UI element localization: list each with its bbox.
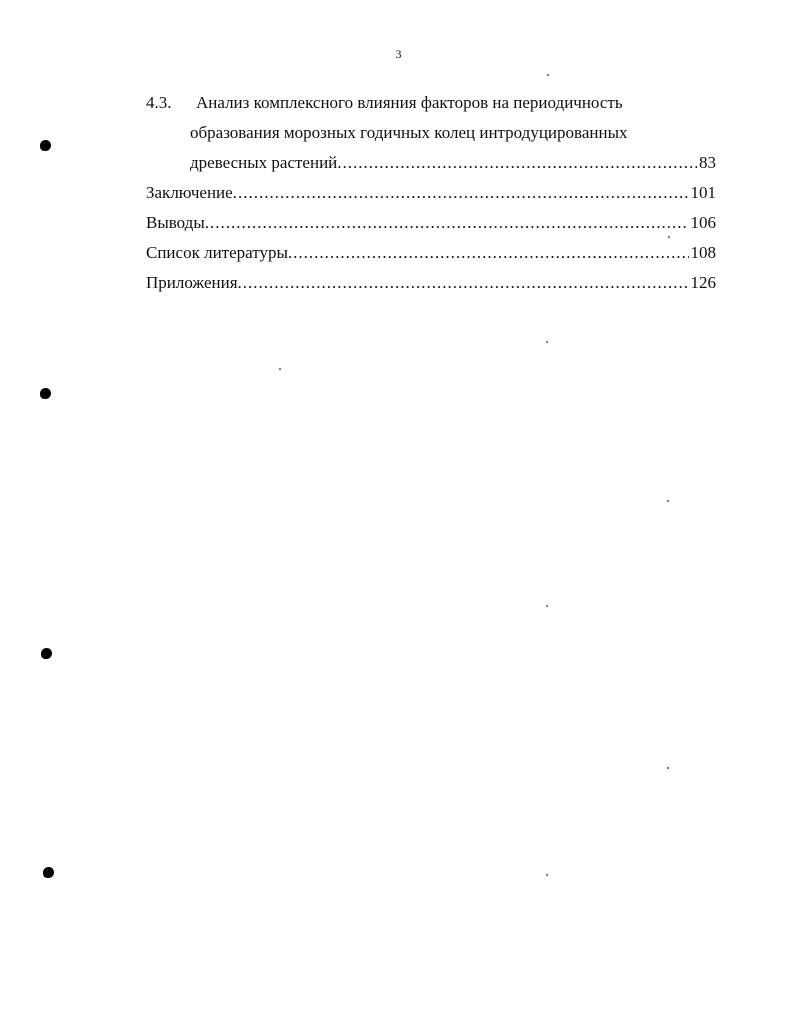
toc-entry-4-3-line-3: [146, 148, 716, 178]
punch-hole-mark: [43, 867, 54, 878]
scan-speck: [546, 874, 548, 876]
punch-hole-mark: [40, 140, 51, 151]
scan-speck: [547, 74, 549, 76]
toc-entry-page: 101: [690, 183, 716, 202]
toc-leader-dots: [205, 208, 689, 238]
scan-speck: [279, 368, 281, 370]
toc-leader-dots: [233, 178, 689, 208]
toc-entry-title-line-1: Анализ комплексного влияния факторов на периодичность: [196, 93, 623, 112]
toc-entry-4-3: [146, 88, 716, 118]
scan-speck: [546, 341, 548, 343]
toc-entry-label: Выводы: [146, 213, 205, 232]
toc-entry-label: Заключение: [146, 183, 233, 202]
toc-leader-dots: [238, 268, 689, 298]
page-number: 3: [395, 47, 402, 61]
toc-entry-page: 108: [690, 243, 716, 262]
toc-entry-title-line-3: древесных растений: [190, 153, 338, 172]
toc-entry-page: 106: [690, 213, 716, 232]
toc-entry-findings: [146, 208, 716, 238]
toc-entry-label: Список литературы: [146, 243, 288, 262]
toc-entry-conclusion: [146, 178, 716, 208]
scan-speck: [667, 500, 669, 502]
punch-hole-mark: [41, 648, 52, 659]
punch-hole-mark: [40, 388, 51, 399]
table-of-contents: [146, 88, 716, 298]
toc-leader-dots: [288, 238, 689, 268]
toc-leader-dots: [337, 148, 697, 178]
toc-entry-appendices: [146, 268, 716, 298]
toc-entry-page: 83: [699, 153, 716, 172]
toc-entry-number: 4.3.: [146, 93, 172, 112]
toc-entry-title-line-2: образования морозных годичных колец интродуцированных: [190, 123, 628, 142]
toc-entry-page: 126: [690, 273, 716, 292]
toc-entry-4-3-line-2: [146, 118, 716, 148]
scan-speck: [546, 605, 548, 607]
scan-speck: [668, 236, 670, 238]
toc-entry-references: [146, 238, 716, 268]
toc-entry-label: Приложения: [146, 273, 238, 292]
scan-speck: [667, 767, 669, 769]
